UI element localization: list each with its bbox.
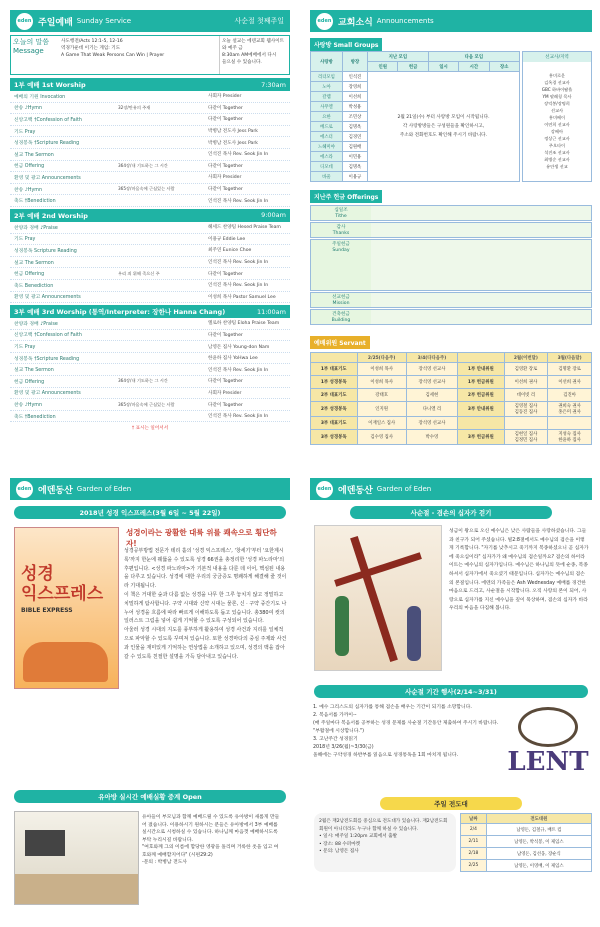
eden-logo-icon: eden	[316, 481, 333, 498]
message-label: 오늘의 말씀 Message	[13, 38, 50, 55]
lent-text: LENT	[507, 747, 589, 777]
evangelism-table	[460, 813, 592, 872]
gh3: 다음 모임	[428, 52, 519, 62]
order-cell: 다같이 Together	[208, 332, 243, 338]
worship-week: 사순절 첫째주일	[234, 17, 284, 25]
order-row	[10, 114, 290, 126]
message-box	[10, 35, 290, 75]
evangelism-members: 남영돈, 김철규, 배트 킴	[486, 824, 591, 836]
servant-cell: 2부 대표기도	[311, 389, 358, 402]
group-leader: 이민용	[342, 152, 367, 162]
worship-section	[10, 10, 290, 455]
servant-cell: 김명환 장로	[548, 363, 592, 376]
group-leader: 김명옥	[342, 162, 367, 172]
order-row	[10, 126, 290, 138]
eden-right-header	[310, 478, 592, 500]
announce-header	[310, 10, 592, 32]
order-row	[10, 103, 290, 115]
servant-cell: 3부 성경봉독	[311, 430, 358, 445]
bible-express-headline: 성경이라는 광활한 대륙 위를 쾌속으로 횡단하자!	[126, 528, 277, 548]
s1-title: 1부 예배 1st Worship	[14, 81, 86, 89]
offering-label: 지난주 헌금 Offerings	[310, 190, 382, 203]
order-row	[10, 257, 290, 269]
order-cell: 환영 및 광고 Announcements	[14, 391, 81, 397]
s3-time: 11:00am	[256, 307, 286, 316]
servant-cell: 2부 헌금위원	[458, 389, 505, 402]
group-name: 바울	[311, 172, 343, 182]
servant-cell	[458, 417, 505, 430]
servant-cell: 데이빗 리	[504, 389, 548, 402]
servant-head	[458, 353, 505, 363]
order-cell: 헤세드 찬양팀 Hesed Praise Team	[208, 225, 281, 231]
gh1: 방장	[342, 52, 367, 72]
group-name: 느헤미야	[311, 142, 343, 152]
order-cell: 설교 The Sermon	[14, 152, 54, 158]
order-row	[10, 341, 290, 353]
servant-row	[311, 389, 592, 402]
order-cell: 인석진 목사 Rev. Seok Jin In	[208, 414, 269, 420]
order-cell: 남영돈 집사 Young-don Nam	[208, 344, 270, 350]
order-cell: 인석진 목사 Rev. Seok Jin In	[208, 198, 269, 204]
servant-cell: 3부 대표기도	[311, 417, 358, 430]
message-text: 사도행전/Acts 12:1-5, 12-16 역경가운데 이기는 게임: 기도 A Game That Weak Persons Can Win | Prayer	[61, 39, 165, 58]
eden-right-section	[310, 478, 592, 918]
order-row	[10, 91, 290, 103]
order-cell: 기도 Pray	[14, 129, 36, 135]
group-leader: 김명옥	[342, 122, 367, 132]
group-leader: 박성용	[342, 102, 367, 112]
order-row	[10, 268, 290, 280]
group-name: 에스더	[311, 132, 343, 142]
order-cell: 인석진 목사 Rev. Seok Jin In	[208, 367, 269, 373]
order-cell: 신앙고백 †Confession of Faith	[14, 333, 82, 339]
servant-cell: 박수영	[406, 430, 457, 445]
evangelism-row	[461, 836, 592, 848]
gh2a: 인원	[368, 62, 398, 72]
servant-cell: 이성희 목사	[357, 363, 406, 376]
lent-events-pill: 사순절 기간 행사(2/14~3/31)	[314, 685, 588, 698]
groups-note: 2월 21일(수) 부터 사랑방 모임이 시작됩니다. 각 사랑방방들은 구성원들을 확인하시고, 주소와 전화번호도 확인해 주시기 바랍니다.	[368, 72, 520, 182]
group-leader: 장영희	[342, 82, 367, 92]
servant-head: 2/25(다음주)	[357, 353, 406, 363]
order-cell: 신앙고백 †Confession of Faith	[14, 117, 82, 123]
order-row	[10, 161, 290, 173]
order-row	[10, 399, 290, 411]
offering-label-cell: 십일조 Tithe	[311, 206, 371, 220]
group-row	[311, 72, 520, 82]
cross-icon	[350, 536, 398, 662]
s3-rows	[10, 318, 290, 422]
offering-value-cell	[371, 293, 591, 307]
lent-walk-body: 성금이 왕으로 오신 예수님은 낮은 사람들을 사랑하셨습니다. 그들과 친구가 되어 주셨습니다. 빌2:8절에서도 예수님의 겸손을 이렇게 기록합니다. "자기를 낮추시고 죽기까지 복종하셨으니 곧 십자가에 죽으심이라" 십자가가 왜 예수님의 겸손일까요? 겸손의 하이라이트는 예수님의 십자가입니다. 예수님은 하나님의 뜻에 순종, 복종하셔서 십자가에서 죽으셨기 때문입니다. 십자가는 예수님의 겸손의 본질입니다. 에덴의 가족들은 Ash Wednesday 예배를 경건한 마음으로 드리고, 사순절을 시작합니다. 오직 사랑의 본이 되어, 사랑으로 십자가를 지신 예수님을 깊이 묵상하며, 겸손의 십자가 바라 우리의 마음을 다짐해 봅니다.	[449, 529, 589, 612]
order-cell: 다같이 Together	[208, 379, 243, 385]
gh2b: 헌금	[398, 62, 428, 72]
offering-value-cell	[371, 310, 591, 324]
order-cell: 환영 및 광고 Announcements	[14, 175, 81, 181]
evangelism-members: 남영돈, 이영배, 이 제임스	[486, 860, 591, 872]
missionaries-head: 선교사/지역	[523, 52, 591, 62]
s2-rows	[10, 222, 290, 303]
announce-title-en: Announcements	[376, 17, 434, 25]
order-cell: 설교 The Sermon	[14, 260, 54, 266]
offering-label-cell: 건축헌금 Building	[311, 310, 371, 324]
order-row	[10, 184, 290, 196]
bible-express-pill: 2018년 성경 익스프레스(3월 6일 ~ 5월 22일)	[14, 506, 286, 519]
servant-cell: 김영철 집사 김동진 집사	[504, 402, 548, 417]
group-leader: 인석진	[342, 72, 367, 82]
order-cell: 박병남 전도사 Jess Park	[208, 129, 258, 135]
order-row	[10, 280, 290, 292]
group-leader: 이용규	[342, 172, 367, 182]
s3-bar	[10, 305, 290, 318]
order-row	[10, 411, 290, 423]
offering-row	[310, 309, 592, 325]
servant-head: 3월(다음달)	[548, 353, 592, 363]
nursery-stream-pill: 유아방 실시간 예배실황 중계 Open	[14, 790, 286, 803]
lent-walk-pill: 사순절 - 겸손의 십자가 걷기	[350, 506, 552, 519]
s1-rows	[10, 91, 290, 207]
evangelism-date: 2/11	[461, 836, 487, 848]
offering-value-cell	[371, 223, 591, 237]
gh4: 일시	[428, 62, 458, 72]
order-cell: 사회자 Presider	[208, 390, 242, 396]
groups-label: 사랑방 Small Groups	[310, 38, 382, 51]
group-name: 노아	[311, 82, 343, 92]
order-row	[10, 234, 290, 246]
offering-table	[310, 205, 592, 325]
eh1: 전도대원	[486, 814, 591, 824]
gh2: 지난 모임	[368, 52, 429, 62]
servant-cell: 이재일스 집사	[357, 417, 406, 430]
servant-cell: 다니엘 리	[406, 402, 457, 417]
order-row	[10, 376, 290, 388]
offering-row	[310, 205, 592, 221]
servant-cell: 이선희 권사	[504, 376, 548, 389]
order-row	[10, 388, 290, 400]
eden-left-title-en: Garden of Eden	[76, 485, 132, 493]
order-row	[10, 292, 290, 304]
order-row	[10, 149, 290, 161]
order-cell: 365장/마음속에 근심있는 사람	[118, 186, 175, 192]
eden-right-title-en: Garden of Eden	[376, 485, 432, 493]
order-cell: 기도 Pray	[14, 237, 36, 243]
servant-cell: 1부 헌금위원	[458, 376, 505, 389]
cross-walk-photo	[314, 525, 442, 671]
order-cell: 헌금 Offering	[14, 164, 45, 170]
group-leader: 이선희	[342, 92, 367, 102]
announce-title: 교회소식	[338, 17, 373, 28]
order-cell: 성경봉독 †Scripture Reading	[14, 141, 80, 147]
order-cell: 찬송 ♪Hymn	[14, 403, 43, 409]
gh5: 시간	[459, 62, 489, 72]
person-2	[407, 606, 421, 661]
eden-logo-icon: eden	[316, 13, 333, 30]
servant-head: 3/4(다다음주)	[406, 353, 457, 363]
eden-left-title: 에덴동산	[38, 485, 73, 496]
eden-logo-icon: eden	[16, 481, 33, 498]
order-cell: 이성희 목사 Pastor Samuel Lee	[208, 294, 276, 300]
eden-logo-icon: eden	[16, 13, 33, 30]
group-leader: 김경연	[342, 132, 367, 142]
bible-express-body: 성경공부방법 전문가 테리 홀의 '성경 익스프레스', '창세기'부터 '요한계시록'까지 한눈에 꿰뚫을 수 있도록 성경 66권을 총정리한 '성경 파노라마'의 후편입니다. <성경 파노라마>가 기본적 내용을 다룬 데 이어, 핵심된 내용을 다루고 있습니다. 성경에 대한 우리의 궁금증도 명쾌하게 해결해 줄 것이라 기대됩니다. 이 책은 거대한 숲과 다름 없는 성경을 나무 한 그루 놓치지 않고 정밀하고 치밀하게 탐사합니다. 구약 시대와 신약 시대는 물론, 신 · 구약 중간기도 나누어 성경을 흐름에 따라 빠르게 이해하도록 돕고 있습니다. 총380여 컷의 일러스트 그림을 넣어 쉽게 기억할 수 있도록 구성되어 있습니다. 아울러 성경 시대의 지도를 풍부하게 활용하여 성경 사건과 지리를 일체적으로 파악할 수 있도록 꾸며져 있습니다. 또한 성경마다의 중심 주제와 사건과 인물을 재미있게 기억하는 연상법을 소개하고 있으며, 성경의 맥을 잡아갈 수 있도록 친절한 설명을 가득 담아내고 있습니다.	[124, 548, 287, 660]
order-cell: 박병남 전도사 Jess Park	[208, 140, 258, 146]
order-cell: 찬양과 경배 ♪Praise	[14, 225, 58, 231]
offering-label-cell: 주일헌금 Sunday	[311, 240, 371, 290]
servant-label: 예배위원 Servant	[310, 336, 370, 349]
servant-cell: 1부 안내위원	[458, 363, 505, 376]
s2-time: 9:00am	[261, 211, 286, 220]
stand-note: † 표시는 일어서서	[131, 426, 169, 432]
offering-value-cell	[371, 206, 591, 220]
eden-left-section	[10, 478, 290, 918]
order-cell: 성경봉독 Scripture Reading	[14, 248, 77, 254]
servant-cell: 1부 대표기도	[311, 363, 358, 376]
order-row	[10, 330, 290, 342]
floor	[15, 874, 138, 904]
gh0: 사랑방	[311, 52, 343, 72]
servant-cell: 김수영 집사	[357, 430, 406, 445]
book-subtitle: BIBLE EXPRESS	[21, 607, 73, 614]
thorn-crown-icon	[518, 707, 578, 747]
offering-row	[310, 292, 592, 308]
order-row	[10, 353, 290, 365]
evangelism-pill: 주일 전도대	[380, 797, 522, 810]
group-leader: 김원배	[342, 142, 367, 152]
servant-cell	[548, 417, 592, 430]
order-cell: 32장/만유의 주재	[118, 104, 151, 110]
evangelism-members: 남영돈, 김선웅, 장순식	[486, 848, 591, 860]
servant-cell: 3부 안내위원	[458, 402, 505, 417]
missionaries-box	[522, 51, 592, 182]
order-cell: 성경봉독 †Scripture Reading	[14, 356, 80, 362]
evangelism-date: 2/25	[461, 860, 487, 872]
order-cell: 기도 Pray	[14, 345, 36, 351]
servant-cell	[504, 417, 548, 430]
servant-cell: 1부 성경봉독	[311, 376, 358, 389]
order-cell: 인석진 목사 Rev. Seok Jin In	[208, 283, 269, 289]
order-cell: 찬송 ♪Hymn	[14, 187, 43, 193]
nursery-stream-body: 유아들이 부모님과 함께 예배드릴 수 있도록 유아방이 새롭게 만들어 졌습니다. 이용하시기 원하시는 분들은 유아방에서 3부 예배를 실시간으로 시청하실 수 있습니다. 하나님께 마음껏 예배하시도록 부탁 누리시길 바랍니다. "여호와께 그의 이름에 합당한 영광을 돌리며 거룩한 옷을 입고 여호와께 예배할지어다" (시편29:2) -문의 : 박병남 전도사	[142, 815, 280, 865]
offering-label-cell: 감사 Thanks	[311, 223, 371, 237]
book-title: 성경 익스프레스	[21, 564, 104, 604]
servant-table	[310, 352, 592, 445]
servant-cell: 장석영 선교사	[406, 363, 457, 376]
evangelism-row	[461, 860, 592, 872]
servant-cell: 2부 성경봉독	[311, 402, 358, 417]
servant-row	[311, 376, 592, 389]
lent-events-body: 1. 예수 그리스도의 십자가를 통해 겸손을 배우는 기간이 되기를 소망합니다. 2. 복음서를 가까이-- (매 주일마다 복음서를 공부하는 성경 문제를 사순절 기간동안 제출하여 주시기 바랍니다. "부활절에 시상합니다.") 3. 고난주간 성경읽기 2018년 3/26(월)~3/30(금) 올해에는 구약성경 하반부를 읽음으로 성경통독을 1회 마치게 됩니다.	[313, 705, 499, 758]
tv-screen	[25, 830, 65, 856]
order-cell: 설교 The Sermon	[14, 368, 54, 374]
evangelism-row	[461, 848, 592, 860]
message-note: 오늘 설교는 에덴교회 웹사이트와 예주 금 8:30am AM예배에서 다시 들으실 수 있습니다.	[219, 36, 289, 74]
evangelism-body: 2월은 재2남전도회를 중심으로 전도대가 있습니다. 재2남전도회 회원이 아니더라도 누구나 함께 하실 수 있습니다. • 일시: 매주일 1:20pm 교회에서 출발 • 장소: 88 수퍼마켓 • 문의: 남영돈 집사	[314, 813, 456, 872]
servant-cell: 인지원	[357, 402, 406, 417]
worship-title-en: Sunday Service	[76, 17, 132, 25]
servant-row	[311, 363, 592, 376]
order-cell: 한윤하 집사 YoHwa Lee	[208, 356, 258, 362]
order-cell: 364장/내 기도하는 그 시간	[118, 378, 168, 384]
group-name: 사무엘	[311, 102, 343, 112]
order-cell: 사회자 Presider	[208, 94, 242, 100]
nursery-room-photo	[14, 811, 139, 905]
order-cell: 헌금 Offering	[14, 272, 45, 278]
order-cell: 다같이 Together	[208, 187, 243, 193]
order-cell: 축도 †Benediction	[14, 414, 56, 420]
cross-beam	[334, 552, 422, 586]
order-cell: 헌금 Offering	[14, 379, 45, 385]
servant-cell: 김진아	[548, 389, 592, 402]
evangelism-members: 남영돈, 박석봉, 이 제임스	[486, 836, 591, 848]
servant-head	[311, 353, 358, 363]
order-cell: 이용규 Eddie Lee	[208, 236, 246, 242]
groups-area	[310, 51, 592, 182]
evangelism-row	[461, 824, 592, 836]
order-cell: 인석진 목사 Rev. Seok Jin In	[208, 260, 269, 266]
groups-table	[310, 51, 520, 182]
order-cell: 다같이 Together	[208, 105, 243, 111]
order-row	[10, 318, 290, 330]
eden-right-title: 에덴동산	[338, 485, 373, 496]
order-row	[10, 137, 290, 149]
eden-left-header	[10, 478, 290, 500]
order-cell: 축도 †Benediction	[14, 199, 56, 205]
group-name: 요한	[311, 112, 343, 122]
servant-cell: 이성희 목사	[357, 376, 406, 389]
servant-cell: 김영환 장로	[504, 363, 548, 376]
offering-value-cell	[371, 240, 591, 290]
offering-row	[310, 239, 592, 291]
servant-cell: 이선희 권사	[548, 376, 592, 389]
lent-image	[504, 701, 592, 791]
announce-section	[310, 10, 592, 455]
order-row	[10, 364, 290, 376]
order-cell: 찬양과 경배 ♪Praise	[14, 321, 58, 327]
servant-row	[311, 402, 592, 417]
order-row	[10, 245, 290, 257]
order-cell: 찬송 ♪Hymn	[14, 106, 43, 112]
missionaries-list: 홍미로운 김옥경 선교사 GBC 하바이팜욜 YM 팔레칭 목사 장덕봉/장명희 선교사 홍미베이 이연희 선교사 강베아 정상근 선교사 주오타이 석진조 선교사 최병순 선교사 유안생 선교	[541, 73, 573, 169]
worship-header	[10, 10, 290, 32]
servant-cell: 강태호	[357, 389, 406, 402]
group-name: 갈렙	[311, 92, 343, 102]
order-cell: 다같이 Together	[208, 271, 243, 277]
servant-cell: 권희숙 권사 홍은미 권사	[548, 402, 592, 417]
order-cell: 다같이 Together	[208, 163, 243, 169]
order-cell: 사회자 Presider	[208, 175, 242, 181]
order-cell: 예배의 기원 Invocation	[14, 94, 66, 100]
order-cell: 우리 죄 위해 죽으신 주	[118, 270, 160, 276]
order-cell: 최주연 Eunice Choe	[208, 248, 252, 254]
group-name: 베드로	[311, 122, 343, 132]
eh0: 날짜	[461, 814, 487, 824]
gh6: 장소	[489, 62, 519, 72]
order-row	[10, 195, 290, 207]
s1-bar	[10, 78, 290, 91]
order-cell: 365장/마음속에 근심있는 사람	[118, 401, 175, 407]
order-cell: 다같이 Together	[208, 402, 243, 408]
servant-row	[311, 430, 592, 445]
s3-title: 3부 예배 3rd Worship (통역/Interpreter: 장한나 Hanna Chang)	[14, 308, 226, 317]
group-leader: 조민상	[342, 112, 367, 122]
worship-title: 주일예배	[38, 17, 73, 28]
servant-cell: 장석영 선교사	[406, 376, 457, 389]
s2-bar	[10, 209, 290, 222]
evangelism-date: 2/18	[461, 848, 487, 860]
order-cell: 축도 Benediction	[14, 283, 54, 289]
servant-cell: 3부 헌금위원	[458, 430, 505, 445]
order-cell: 364장/내 기도하는 그 시간	[118, 162, 168, 168]
s1-time: 7:30am	[261, 80, 286, 89]
servant-cell: 김세현	[406, 389, 457, 402]
offering-label-cell: 선교헌금 Mission	[311, 293, 371, 307]
s2-title: 2부 예배 2nd Worship	[14, 211, 88, 220]
group-name: 리더모임	[311, 72, 343, 82]
servant-cell: 장석영 선교사	[406, 417, 457, 430]
evangelism-date: 2/4	[461, 824, 487, 836]
order-cell: 다같이 Together	[208, 117, 243, 123]
order-row	[10, 222, 290, 234]
group-name: 디모데	[311, 162, 343, 172]
person-1	[335, 596, 349, 656]
order-cell: 환영 및 광고 Announcements	[14, 295, 81, 301]
order-row	[10, 172, 290, 184]
servant-head: 2월(이번달)	[504, 353, 548, 363]
order-cell: 인석진 목사 Rev. Seok Jin In	[208, 152, 269, 158]
servant-row	[311, 417, 592, 430]
offering-row	[310, 222, 592, 238]
servant-cell: 지성숙 집사 한윤하 집사	[548, 430, 592, 445]
group-name: 에스라	[311, 152, 343, 162]
servant-cell: 김현일 집사 김정민 집사	[504, 430, 548, 445]
order-cell: 엘로하 찬양팀 Eloha Praise Team	[208, 321, 280, 327]
